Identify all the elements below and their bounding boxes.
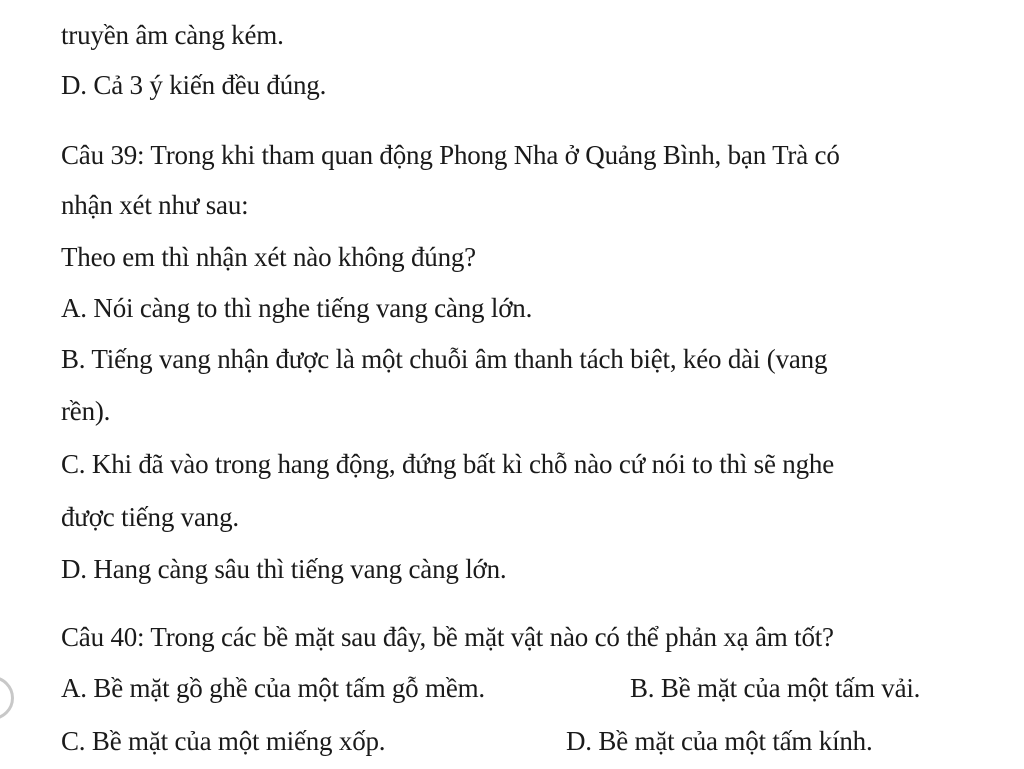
question-39-option-b: B. Tiếng vang nhận được là một chuỗi âm thanh tách biệt, kéo dài (vang xyxy=(61,344,828,374)
question-40-option-a: A. Bề mặt gồ ghề của một tấm gỗ mềm. xyxy=(61,673,485,703)
question-40-option-b: B. Bề mặt của một tấm vải. xyxy=(630,673,921,703)
question-40-option-d: D. Bề mặt của một tấm kính. xyxy=(566,726,873,756)
question-39-option-a: A. Nói càng to thì nghe tiếng vang càng lớn. xyxy=(61,293,533,323)
question-40-stem: Câu 40: Trong các bề mặt sau đây, bề mặt vật nào có thể phản xạ âm tốt? xyxy=(61,622,834,652)
question-39-option-b-cont: rền). xyxy=(61,396,111,426)
question-39-stem: Câu 39: Trong khi tham quan động Phong Nha ở Quảng Bình, bạn Trà có xyxy=(61,140,840,170)
question-39-option-c: C. Khi đã vào trong hang động, đứng bất kì chỗ nào cứ nói to thì sẽ nghe xyxy=(61,449,834,479)
text-line: truyền âm càng kém. xyxy=(61,20,284,50)
question-40-option-c: C. Bề mặt của một miếng xốp. xyxy=(61,726,386,756)
question-39-option-c-cont: được tiếng vang. xyxy=(61,502,239,532)
question-39-stem-cont: nhận xét như sau: xyxy=(61,190,249,220)
question-39-option-d: D. Hang càng sâu thì tiếng vang càng lớn. xyxy=(61,554,507,584)
question-39-prompt: Theo em thì nhận xét nào không đúng? xyxy=(61,242,476,272)
answer-option-d-prev: D. Cả 3 ý kiến đều đúng. xyxy=(61,70,327,100)
edge-circle-icon xyxy=(0,676,14,720)
